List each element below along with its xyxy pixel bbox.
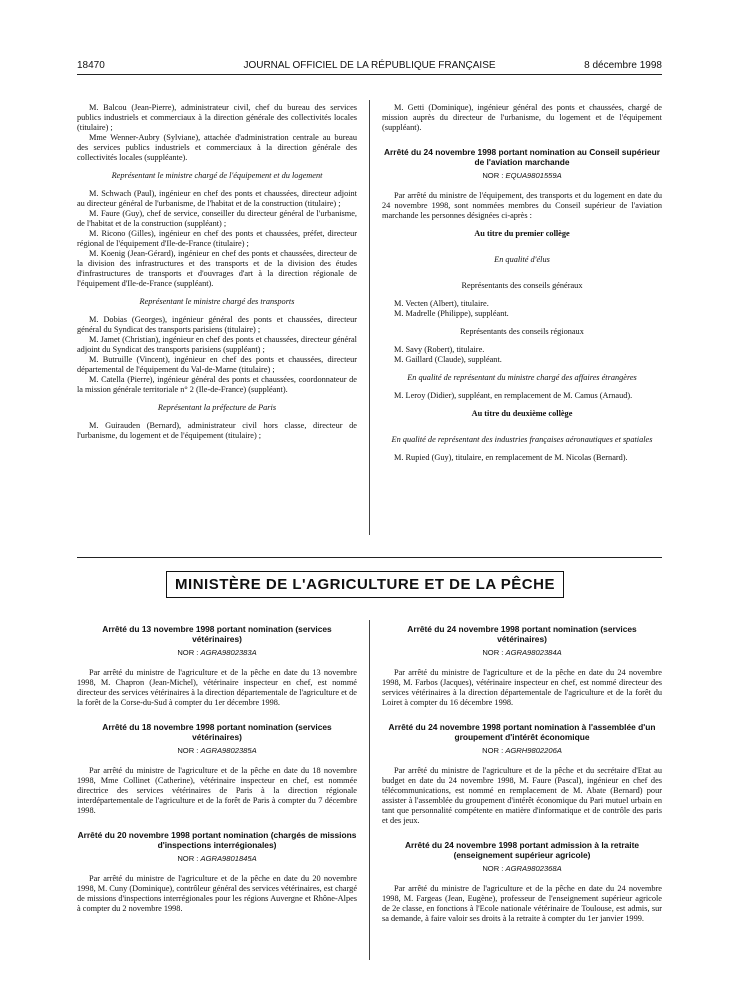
nor-code: AGRA9802384A — [505, 648, 562, 657]
paragraph: M. Jamet (Christian), ingénieur en chef des ponts et chaussées, directeur général adjoint du Syndicat des transports parisiens (suppléant) ; — [77, 335, 357, 354]
paragraph: M. Faure (Guy), chef de service, conseiller du directeur général de l'urbanisme, de l'habitat et de la construction (suppléant) ; — [77, 209, 357, 228]
decree-title: Arrêté du 13 novembre 1998 portant nomination (services vétérinaires) — [102, 624, 332, 644]
paragraph: M. Leroy (Didier), suppléant, en remplacement de M. Camus (Arnaud). — [394, 391, 633, 400]
column-divider — [369, 100, 370, 535]
nor-code: AGRA9802368A — [505, 864, 562, 873]
paragraph: M. Guirauden (Bernard), administrateur civil hors classe, directeur de l'urbanisme, du logement et de l'équipement (titulaire) ; — [77, 421, 357, 440]
nor-reference — [77, 854, 357, 864]
nor-code: EQUA9801559A — [505, 171, 562, 180]
section-subheading: Représentant le ministre chargé des transports — [139, 297, 295, 306]
section-subheading: Représentant le ministre chargé de l'équipement et du logement — [111, 171, 323, 180]
paragraph: Par arrêté du ministre de l'agriculture et de la pêche et du secrétaire d'Etat au budget en date du 24 novembre 1998, M. Faure (Pascal), ingénieur en chef des télécommunications, est nommé en remplacement de M. Abate (Bernard) pour assister à l'assemblée du groupement d'intérêt économique du Pari mutuel urbain en tant que personnalité compétente en matière d'informatique et de contrôle des paris et des jeux. — [382, 766, 662, 825]
column-bottom-left — [77, 624, 357, 914]
nor-label: NOR : — [177, 746, 201, 755]
paragraph: M. Catella (Pierre), ingénieur général des ponts et chaussées, coordonnateur de la mission générale territoriale n° 2 (Ile-de-France) (suppléant). — [77, 375, 357, 394]
paragraph: Par arrêté du ministre de l'agriculture et de la pêche en date du 20 novembre 1998, M. Cuny (Dominique), contrôleur général des services vétérinaires, est chargé de missions d'inspections interrégionales pour les régions Auvergne et Rhône-Alpes à compter du 2 novembre 1998. — [77, 874, 358, 913]
column-top-left — [77, 103, 357, 441]
column-divider-bottom — [369, 620, 370, 960]
nor-reference — [382, 171, 662, 181]
paragraph: M. Schwach (Paul), ingénieur en chef des ponts et chaussées, directeur adjoint au directeur général de l'urbanisme, de l'habitat et de la construction (titulaire) ; — [77, 189, 357, 208]
nor-code: AGRA9802383A — [200, 648, 257, 657]
paragraph: M. Getti (Dominique), ingénieur général des ponts et chaussées, chargé de mission auprès du directeur de l'urbanisme, du logement et de l'équipement (suppléant). — [382, 103, 662, 132]
nor-reference — [77, 648, 357, 658]
ministry-title: MINISTÈRE DE L'AGRICULTURE ET DE LA PÊCHE — [166, 571, 564, 598]
paragraph: M. Butruille (Vincent), ingénieur en chef des ponts et chaussées, directeur départemental de l'équipement du Val-de-Marne (titulaire) ; — [77, 355, 357, 374]
paragraph: M. Koenig (Jean-Gérard), ingénieur en chef des ponts et chaussées, directeur de la division des infrastructures et des transports et de la division des études d'infrastructures de transports et d'ouvrages d'art à la direction régionale de l'équipement d'Ile-de-France (suppléant). — [77, 249, 357, 288]
header-rule — [77, 74, 662, 75]
page-number: 18470 — [77, 60, 105, 71]
section-subheading: Représentant la préfecture de Paris — [157, 403, 277, 412]
paragraph: Mme Wenner-Aubry (Sylviane), attachée d'administration centrale au bureau des services publics industriels et commerciaux à la direction générale des collectivités locales (suppléante). — [77, 133, 357, 162]
nor-label: NOR : — [177, 854, 201, 863]
paragraph: Par arrêté du ministre de l'agriculture et de la pêche en date du 18 novembre 1998, Mme Collinet (Catherine), vétérinaire inspecteur en chef, est nommée directrice des services vétérinaires de Paris à la direction régionale interdépartementale de l'agriculture et de la forêt de Paris à compter du 7 décembre 1998. — [77, 766, 357, 815]
list-item: M. Madrelle (Philippe), suppléant. — [394, 309, 509, 318]
nor-label: NOR : — [482, 864, 506, 873]
section-subheading: En qualité d'élus — [494, 255, 550, 264]
paragraph: M. Rupied (Guy), titulaire, en remplacement de M. Nicolas (Bernard). — [394, 453, 628, 462]
decree-title: Arrêté du 20 novembre 1998 portant nomination (chargés de missions d'inspections interrégionales) — [77, 830, 357, 850]
list-item: M. Savy (Robert), titulaire. — [394, 345, 485, 354]
section-rule — [77, 557, 662, 558]
column-bottom-right — [382, 624, 662, 924]
nor-label: NOR : — [177, 648, 201, 657]
decree-title: Arrêté du 24 novembre 1998 portant admission à la retraite (enseignement supérieur agricole) — [404, 840, 640, 860]
decree-title: Arrêté du 18 novembre 1998 portant nomination (services vétérinaires) — [102, 722, 332, 742]
nor-reference — [382, 648, 662, 658]
section-subheading: En qualité de représentant du ministre chargé des affaires étrangères — [407, 373, 637, 382]
college-heading: Au titre du deuxième collège — [471, 409, 573, 418]
page-header — [77, 60, 662, 74]
paragraph: M. Ricono (Gilles), ingénieur en chef des ponts et chaussées, préfet, directeur régional de l'équipement d'Ile-de-France (titulaire) ; — [77, 229, 357, 248]
section-subheading: En qualité de représentant des industries françaises aéronautiques et spatiales — [391, 435, 653, 444]
nor-label: NOR : — [482, 648, 506, 657]
paragraph: Par arrêté du ministre de l'agriculture et de la pêche en date du 24 novembre 1998, M. Farbos (Jacques), vétérinaire inspecteur en chef, est nommé directeur des services vétérinaires à la direction départementale de l'agriculture et de la forêt du Loiret à compter du 16 décembre 1998. — [382, 668, 662, 707]
nor-code: AGRA9801845A — [200, 854, 257, 863]
decree-title: Arrêté du 24 novembre 1998 portant nomination au Conseil supérieur de l'aviation marchande — [384, 147, 660, 167]
nor-label: NOR : — [482, 171, 506, 180]
decree-title: Arrêté du 24 novembre 1998 portant nomination (services vétérinaires) — [407, 624, 637, 644]
nor-reference — [382, 746, 662, 756]
publication-date: 8 décembre 1998 — [584, 60, 662, 71]
nor-code: AGRA9802385A — [200, 746, 257, 755]
nor-reference — [77, 746, 357, 756]
paragraph: M. Dobias (Georges), ingénieur général des ponts et chaussées, directeur général du Syndicat des transports parisiens (titulaire) ; — [77, 315, 357, 334]
journal-title: JOURNAL OFFICIEL DE LA RÉPUBLIQUE FRANÇAISE — [243, 60, 496, 71]
paragraph: Par arrêté du ministre de l'agriculture et de la pêche en date du 13 novembre 1998, M. Chapron (Jean-Michel), vétérinaire inspecteur en chef, est nommé directeur des services vétérinaires à la direction départementale de l'agriculture et de la forêt de la Corse-du-Sud à compter du 1er décembre 1998. — [77, 668, 357, 707]
college-heading: Au titre du premier collège — [474, 229, 570, 238]
paragraph: Par arrêté du ministre de l'équipement, des transports et du logement en date du 24 novembre 1998, sont nommées membres du Conseil supérieur de l'aviation marchande les personnes désignées ci-après : — [382, 191, 662, 220]
list-item: M. Gaillard (Claude), suppléant. — [394, 355, 502, 364]
nor-code: AGRH9802206A — [505, 746, 562, 755]
list-item: M. Vecten (Albert), titulaire. — [394, 299, 489, 308]
nor-label: NOR : — [482, 746, 506, 755]
group-heading: Représentants des conseils généraux — [461, 281, 583, 290]
nor-reference — [382, 864, 662, 874]
column-top-right — [382, 103, 662, 463]
decree-title: Arrêté du 24 novembre 1998 portant nomination à l'assemblée d'un groupement d'intérêt économique — [388, 722, 656, 742]
group-heading: Représentants des conseils régionaux — [460, 327, 584, 336]
paragraph: Par arrêté du ministre de l'agriculture et de la pêche en date du 24 novembre 1998, M. Fargeas (Jean, Eugène), professeur de l'enseignement supérieur agricole de 2e classe, en fonctions à l'Ecole nationale vétérinaire de Toulouse, est admis, sur sa demande, à faire valoir ses droits à la retraite à compter du 1er janvier 1999. — [382, 884, 662, 923]
paragraph: M. Balcou (Jean-Pierre), administrateur civil, chef du bureau des services publics industriels et commerciaux à la direction générale des collectivités locales (titulaire) ; — [77, 103, 357, 132]
